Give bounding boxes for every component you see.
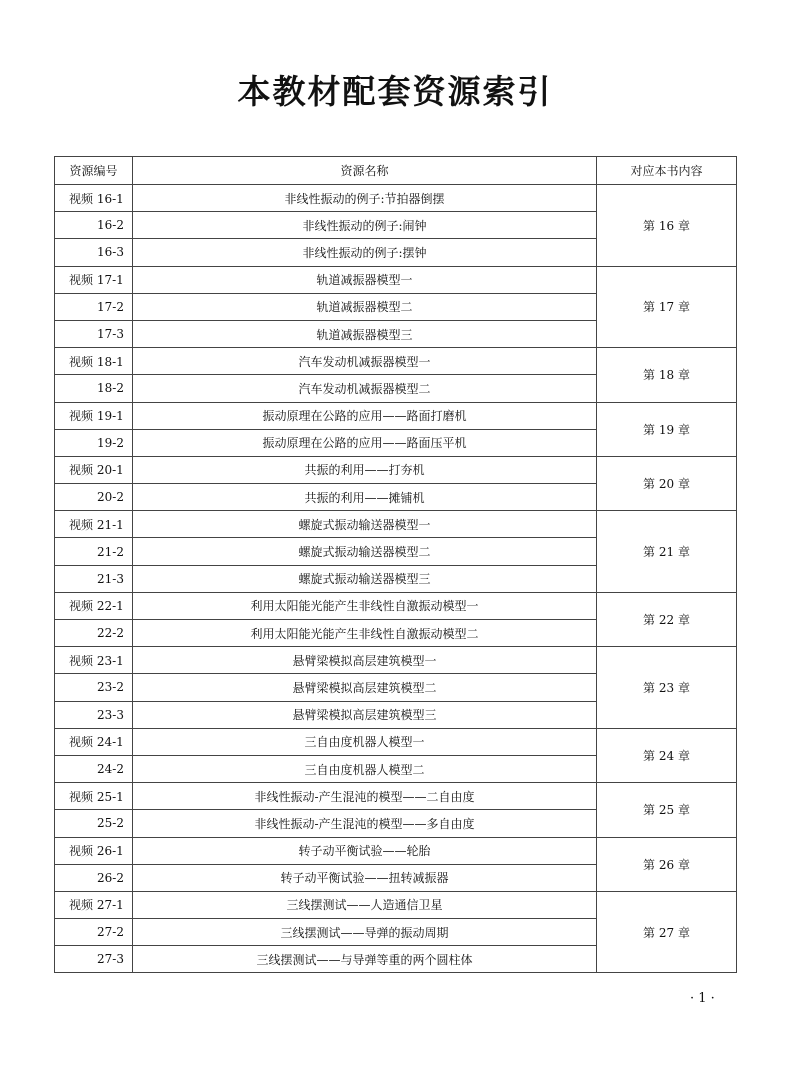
table-header-row [55,157,737,185]
header-resource-id: 资源编号 [55,157,133,185]
resource-id-cell: 视频 19-1 [55,402,133,429]
chapter-cell: 第 16 章 [597,185,737,267]
resource-name-cell: 振动原理在公路的应用——路面打磨机 [133,402,597,429]
table-body [55,185,737,973]
header-resource-name: 资源名称 [133,157,597,185]
resource-id-cell: 20-2 [55,484,133,511]
resource-id-cell: 23-2 [55,674,133,701]
resource-name-cell: 三自由度机器人模型二 [133,755,597,782]
chapter-cell: 第 26 章 [597,837,737,891]
resource-id-cell: 21-2 [55,538,133,565]
table-row [55,783,737,810]
resource-name-cell: 振动原理在公路的应用——路面压平机 [133,429,597,456]
resource-id-cell: 视频 22-1 [55,592,133,619]
table-row [55,185,737,212]
table-row [55,592,737,619]
resource-id-cell: 视频 20-1 [55,456,133,483]
chapter-cell: 第 21 章 [597,511,737,593]
chapter-cell: 第 19 章 [597,402,737,456]
resource-name-cell: 螺旋式振动输送器模型一 [133,511,597,538]
header-book-content: 对应本书内容 [597,157,737,185]
page-number: · 1 · [690,991,715,1006]
resource-id-cell: 视频 24-1 [55,728,133,755]
chapter-cell: 第 22 章 [597,592,737,646]
resource-id-cell: 22-2 [55,620,133,647]
resource-id-cell: 18-2 [55,375,133,402]
resource-id-cell: 25-2 [55,810,133,837]
resource-name-cell: 非线性振动的例子:摆钟 [133,239,597,266]
resource-name-cell: 螺旋式振动输送器模型二 [133,538,597,565]
resource-name-cell: 三线摆测试——与导弹等重的两个圆柱体 [133,946,597,973]
resource-name-cell: 利用太阳能光能产生非线性自激振动模型二 [133,620,597,647]
resource-id-cell: 27-2 [55,919,133,946]
table-row [55,728,737,755]
resource-name-cell: 悬臂梁模拟高层建筑模型三 [133,701,597,728]
table-row [55,647,737,674]
resource-name-cell: 共振的利用——摊铺机 [133,484,597,511]
resource-index-table [54,156,737,973]
resource-name-cell: 非线性振动-产生混沌的模型——二自由度 [133,783,597,810]
resource-id-cell: 视频 26-1 [55,837,133,864]
resource-name-cell: 汽车发动机减振器模型二 [133,375,597,402]
chapter-cell: 第 27 章 [597,891,737,973]
resource-id-cell: 21-3 [55,565,133,592]
resource-id-cell: 视频 23-1 [55,647,133,674]
resource-name-cell: 汽车发动机减振器模型一 [133,348,597,375]
chapter-cell: 第 25 章 [597,783,737,837]
chapter-cell: 第 18 章 [597,348,737,402]
resource-id-cell: 视频 21-1 [55,511,133,538]
resource-id-cell: 24-2 [55,755,133,782]
resource-name-cell: 转子动平衡试验——轮胎 [133,837,597,864]
resource-name-cell: 非线性振动的例子:节拍器倒摆 [133,185,597,212]
resource-name-cell: 非线性振动-产生混沌的模型——多自由度 [133,810,597,837]
table-row [55,456,737,483]
resource-id-cell: 视频 27-1 [55,891,133,918]
table-row [55,348,737,375]
table-row [55,891,737,918]
resource-name-cell: 非线性振动的例子:闹钟 [133,212,597,239]
resource-name-cell: 悬臂梁模拟高层建筑模型二 [133,674,597,701]
resource-name-cell: 利用太阳能光能产生非线性自激振动模型一 [133,592,597,619]
table-row [55,511,737,538]
resource-name-cell: 螺旋式振动输送器模型三 [133,565,597,592]
page-title: 本教材配套资源索引 [237,72,553,112]
resource-name-cell: 转子动平衡试验——扭转减振器 [133,864,597,891]
resource-id-cell: 视频 17-1 [55,266,133,293]
resource-id-cell: 16-3 [55,239,133,266]
resource-id-cell: 16-2 [55,212,133,239]
resource-name-cell: 三线摆测试——导弹的振动周期 [133,919,597,946]
resource-name-cell: 轨道减振器模型三 [133,320,597,347]
resource-name-cell: 轨道减振器模型一 [133,266,597,293]
chapter-cell: 第 20 章 [597,456,737,510]
resource-id-cell: 视频 16-1 [55,185,133,212]
resource-id-cell: 27-3 [55,946,133,973]
resource-name-cell: 三线摆测试——人造通信卫星 [133,891,597,918]
table-row [55,266,737,293]
resource-id-cell: 17-2 [55,293,133,320]
table-row [55,402,737,429]
resource-id-cell: 23-3 [55,701,133,728]
resource-id-cell: 视频 18-1 [55,348,133,375]
resource-name-cell: 共振的利用——打夯机 [133,456,597,483]
resource-name-cell: 轨道减振器模型二 [133,293,597,320]
resource-id-cell: 17-3 [55,320,133,347]
resource-name-cell: 三自由度机器人模型一 [133,728,597,755]
resource-id-cell: 视频 25-1 [55,783,133,810]
resource-name-cell: 悬臂梁模拟高层建筑模型一 [133,647,597,674]
resource-id-cell: 19-2 [55,429,133,456]
chapter-cell: 第 24 章 [597,728,737,782]
chapter-cell: 第 23 章 [597,647,737,729]
resource-id-cell: 26-2 [55,864,133,891]
chapter-cell: 第 17 章 [597,266,737,348]
table-row [55,837,737,864]
